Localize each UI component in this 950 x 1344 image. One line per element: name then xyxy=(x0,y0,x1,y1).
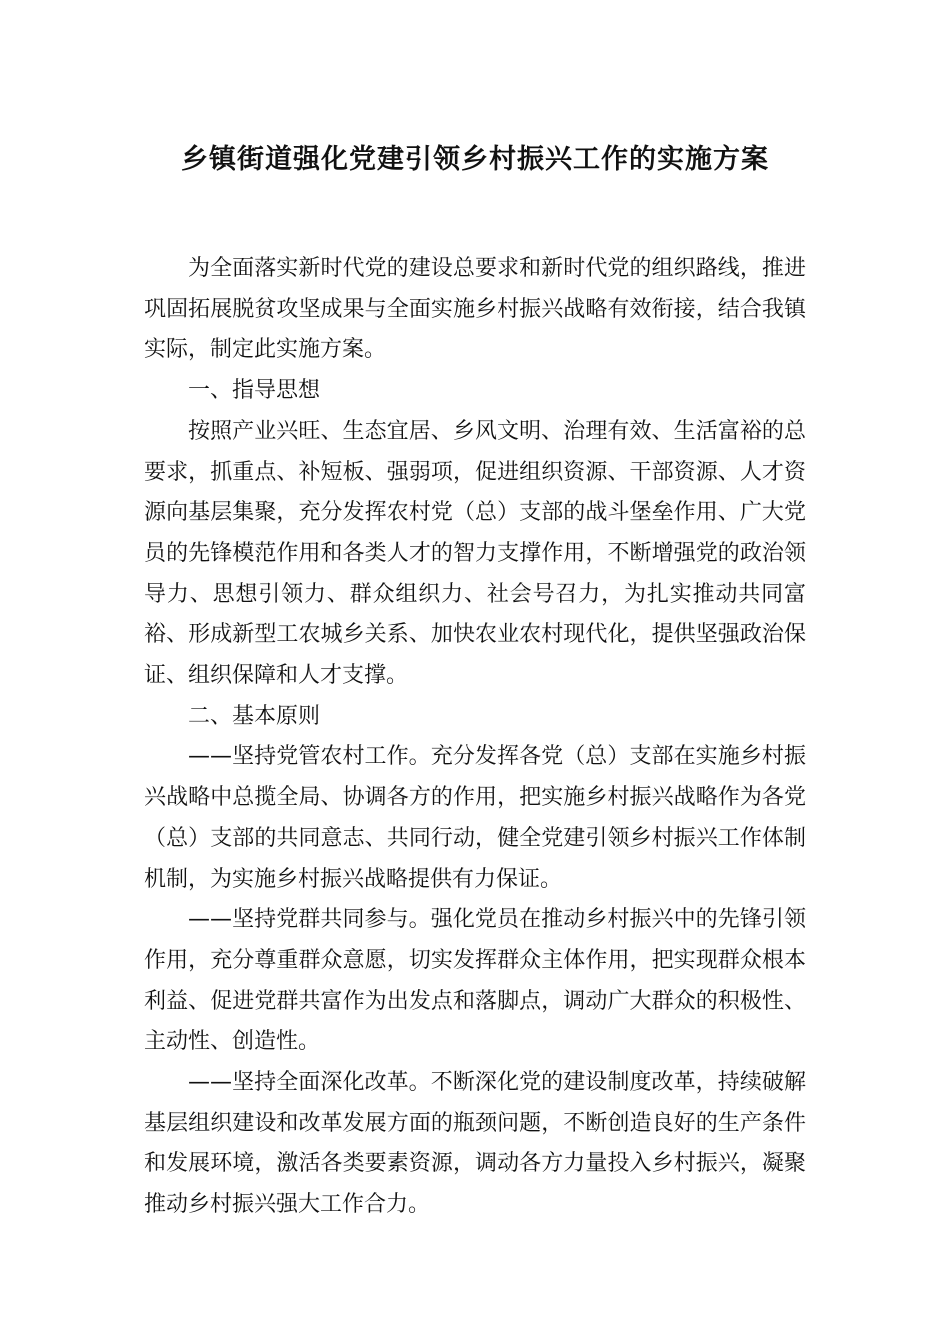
principle-paragraph-deepening-reform: ——坚持全面深化改革。不断深化党的建设制度改革，持续破解基层组织建设和改革发展方面的瓶颈问题，不断创造良好的生产条件和发展环境，激活各类要素资源，调动各方力量投入乡村振兴，凝聚推动乡村振兴强大工作合力。 xyxy=(144,1070,806,1218)
principle-paragraph-public-participation: ——坚持党群共同参与。强化党员在推动乡村振兴中的先锋引领作用，充分尊重群众意愿，切实发挥群众主体作用，把实现群众根本利益、促进党群共富作为出发点和落脚点，调动广大群众的积极性、主动性、创造性。 xyxy=(144,907,806,1055)
document-body xyxy=(144,249,806,1226)
document-title: 乡镇街道强化党建引领乡村振兴工作的实施方案 xyxy=(181,144,769,175)
intro-paragraph: 为全面落实新时代党的建设总要求和新时代党的组织路线，推进巩固拓展脱贫攻坚成果与全面实施乡村振兴战略有效衔接，结合我镇实际，制定此实施方案。 xyxy=(144,256,806,363)
guiding-ideology-paragraph: 按照产业兴旺、生态宜居、乡风文明、治理有效、生活富裕的总要求，抓重点、补短板、强弱项，促进组织资源、干部资源、人才资源向基层集聚，充分发挥农村党（总）支部的战斗堡垒作用、广大党员的先锋模范作用和各类人才的智力支撑作用，不断增强党的政治领导力、思想引领力、群众组织力、社会号召力，为扎实推动共同富裕、形成新型工农城乡关系、加快农业农村现代化，提供坚强政治保证、组织保障和人才支撑。 xyxy=(144,418,806,689)
principle-paragraph-party-leadership: ——坚持党管农村工作。充分发挥各党（总）支部在实施乡村振兴战略中总揽全局、协调各方的作用，把实施乡村振兴战略作为各党（总）支部的共同意志、共同行动，健全党建引领乡村振兴工作体制机制，为实施乡村振兴战略提供有力保证。 xyxy=(144,744,806,892)
section-heading-basic-principles: 二、基本原则 xyxy=(188,703,321,729)
section-heading-guiding-ideology: 一、指导思想 xyxy=(188,378,321,404)
